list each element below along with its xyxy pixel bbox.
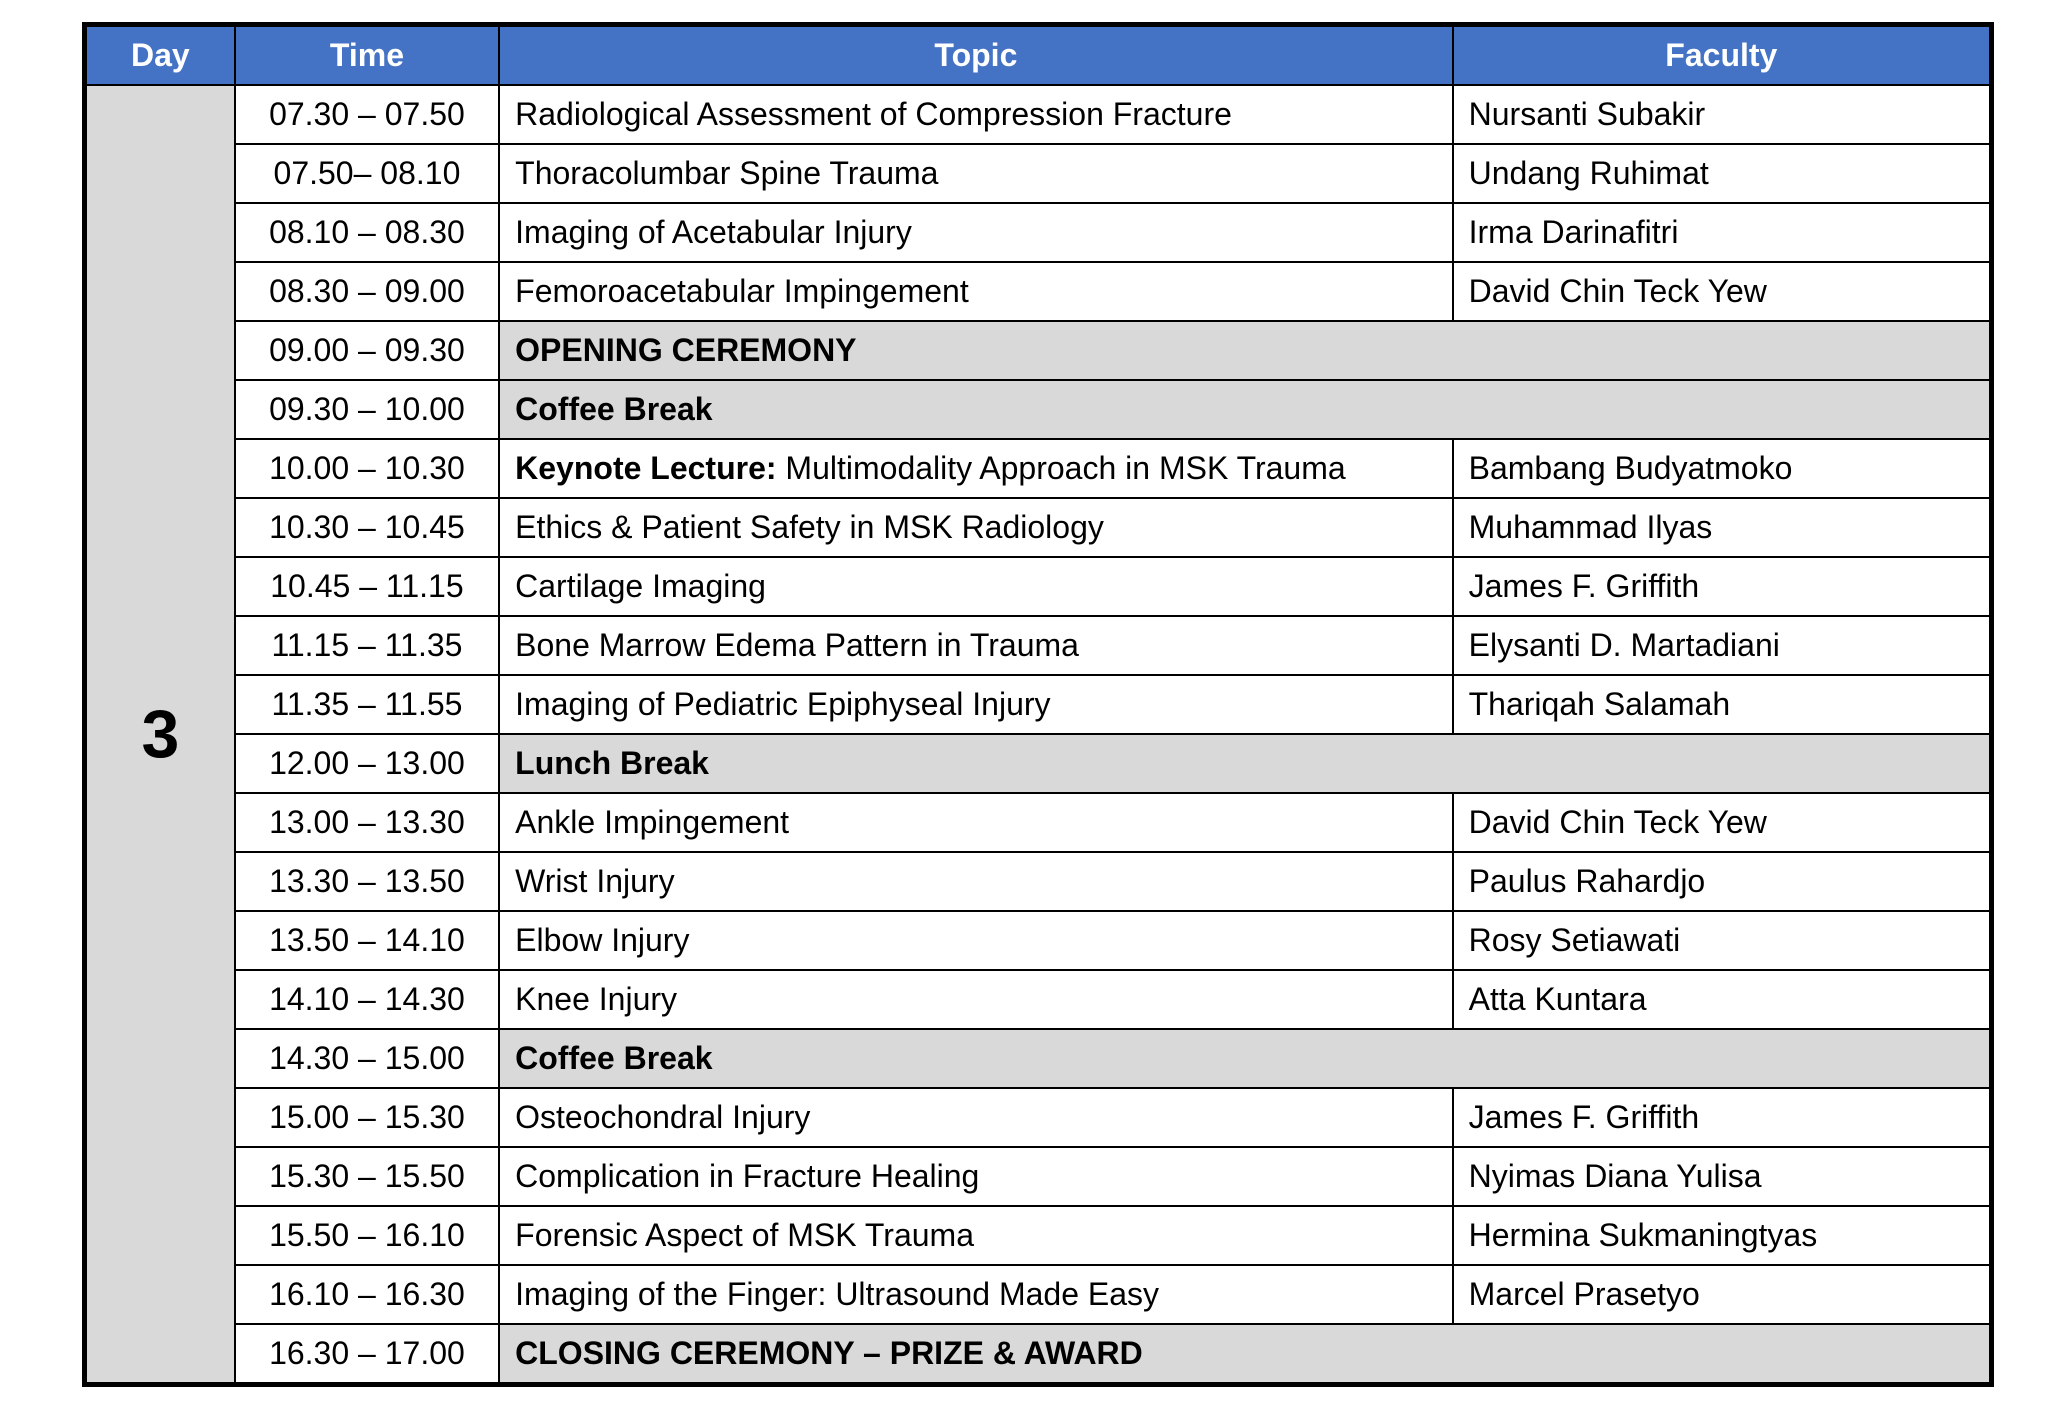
session-row — [85, 852, 1992, 911]
time-cell: 11.15 – 11.35 — [235, 616, 499, 675]
session-row — [85, 1147, 1992, 1206]
faculty-cell: Atta Kuntara — [1453, 970, 1992, 1029]
topic-text: Elbow Injury — [515, 922, 690, 958]
topic-text: Forensic Aspect of MSK Trauma — [515, 1217, 974, 1253]
topic-cell — [499, 1147, 1452, 1206]
session-row — [85, 1206, 1992, 1265]
faculty-cell: Bambang Budyatmoko — [1453, 439, 1992, 498]
topic-cell — [499, 1206, 1452, 1265]
topic-lead-label: Keynote Lecture: — [515, 450, 777, 486]
topic-text: Radiological Assessment of Compression Fracture — [515, 96, 1232, 132]
break-row — [85, 321, 1992, 380]
time-cell: 12.00 – 13.00 — [235, 734, 499, 793]
session-row — [85, 439, 1992, 498]
faculty-cell: James F. Griffith — [1453, 557, 1992, 616]
topic-text: Imaging of Pediatric Epiphyseal Injury — [515, 686, 1051, 722]
schedule-table — [82, 22, 1994, 1387]
time-cell: 10.30 – 10.45 — [235, 498, 499, 557]
topic-text: Thoracolumbar Spine Trauma — [515, 155, 939, 191]
time-cell: 13.50 – 14.10 — [235, 911, 499, 970]
topic-cell — [499, 675, 1452, 734]
topic-text: Complication in Fracture Healing — [515, 1158, 980, 1194]
topic-cell — [499, 557, 1452, 616]
header-faculty: Faculty — [1453, 25, 1992, 86]
faculty-cell: David Chin Teck Yew — [1453, 262, 1992, 321]
break-row — [85, 734, 1992, 793]
topic-text: Imaging of Acetabular Injury — [515, 214, 912, 250]
time-cell: 15.00 – 15.30 — [235, 1088, 499, 1147]
topic-cell — [499, 1088, 1452, 1147]
session-row — [85, 557, 1992, 616]
break-row — [85, 380, 1992, 439]
topic-cell — [499, 85, 1452, 144]
time-cell: 14.10 – 14.30 — [235, 970, 499, 1029]
time-cell: 16.30 – 17.00 — [235, 1324, 499, 1385]
faculty-cell: Marcel Prasetyo — [1453, 1265, 1992, 1324]
session-row — [85, 911, 1992, 970]
time-cell: 07.50– 08.10 — [235, 144, 499, 203]
topic-cell — [499, 911, 1452, 970]
topic-cell — [499, 970, 1452, 1029]
session-row — [85, 203, 1992, 262]
time-cell: 11.35 – 11.55 — [235, 675, 499, 734]
time-cell: 10.00 – 10.30 — [235, 439, 499, 498]
topic-cell — [499, 498, 1452, 557]
topic-text: Ethics & Patient Safety in MSK Radiology — [515, 509, 1104, 545]
faculty-cell: Paulus Rahardjo — [1453, 852, 1992, 911]
time-cell: 15.30 – 15.50 — [235, 1147, 499, 1206]
session-row — [85, 970, 1992, 1029]
topic-cell — [499, 852, 1452, 911]
header-day: Day — [85, 25, 235, 86]
topic-cell: OPENING CEREMONY — [499, 321, 1991, 380]
faculty-cell: Irma Darinafitri — [1453, 203, 1992, 262]
time-cell: 09.00 – 09.30 — [235, 321, 499, 380]
topic-text: Osteochondral Injury — [515, 1099, 811, 1135]
time-cell: 16.10 – 16.30 — [235, 1265, 499, 1324]
topic-cell — [499, 203, 1452, 262]
schedule-body — [85, 85, 1992, 1385]
session-row — [85, 498, 1992, 557]
faculty-cell: David Chin Teck Yew — [1453, 793, 1992, 852]
faculty-cell: Thariqah Salamah — [1453, 675, 1992, 734]
header-row — [85, 25, 1992, 86]
topic-text: Imaging of the Finger: Ultrasound Made Easy — [515, 1276, 1160, 1312]
time-cell: 13.00 – 13.30 — [235, 793, 499, 852]
time-cell: 10.45 – 11.15 — [235, 557, 499, 616]
time-cell: 09.30 – 10.00 — [235, 380, 499, 439]
session-row — [85, 1265, 1992, 1324]
faculty-cell: James F. Griffith — [1453, 1088, 1992, 1147]
faculty-cell: Elysanti D. Martadiani — [1453, 616, 1992, 675]
topic-cell: Coffee Break — [499, 1029, 1991, 1088]
topic-cell — [499, 1265, 1452, 1324]
faculty-cell: Undang Ruhimat — [1453, 144, 1992, 203]
time-cell: 15.50 – 16.10 — [235, 1206, 499, 1265]
time-cell: 08.10 – 08.30 — [235, 203, 499, 262]
day-number: 3 — [85, 85, 235, 1385]
session-row — [85, 793, 1992, 852]
faculty-cell: Nursanti Subakir — [1453, 85, 1992, 144]
header-time: Time — [235, 25, 499, 86]
table-header — [85, 25, 1992, 86]
time-cell: 14.30 – 15.00 — [235, 1029, 499, 1088]
time-cell: 07.30 – 07.50 — [235, 85, 499, 144]
session-row — [85, 85, 1992, 144]
time-cell: 08.30 – 09.00 — [235, 262, 499, 321]
faculty-cell: Muhammad Ilyas — [1453, 498, 1992, 557]
topic-text: Cartilage Imaging — [515, 568, 766, 604]
faculty-cell: Nyimas Diana Yulisa — [1453, 1147, 1992, 1206]
break-row — [85, 1324, 1992, 1385]
topic-text: Multimodality Approach in MSK Trauma — [776, 450, 1346, 486]
topic-cell — [499, 616, 1452, 675]
topic-text: Bone Marrow Edema Pattern in Trauma — [515, 627, 1079, 663]
session-row — [85, 1088, 1992, 1147]
topic-text: Femoroacetabular Impingement — [515, 273, 969, 309]
session-row — [85, 144, 1992, 203]
break-row — [85, 1029, 1992, 1088]
topic-cell: Lunch Break — [499, 734, 1991, 793]
topic-cell — [499, 262, 1452, 321]
topic-cell — [499, 144, 1452, 203]
topic-text: Wrist Injury — [515, 863, 675, 899]
topic-cell: Coffee Break — [499, 380, 1991, 439]
topic-cell — [499, 793, 1452, 852]
time-cell: 13.30 – 13.50 — [235, 852, 499, 911]
faculty-cell: Rosy Setiawati — [1453, 911, 1992, 970]
session-row — [85, 675, 1992, 734]
topic-cell: CLOSING CEREMONY – PRIZE & AWARD — [499, 1324, 1991, 1385]
session-row — [85, 616, 1992, 675]
session-row — [85, 262, 1992, 321]
header-topic: Topic — [499, 25, 1452, 86]
topic-text: Knee Injury — [515, 981, 678, 1017]
topic-cell — [499, 439, 1452, 498]
faculty-cell: Hermina Sukmaningtyas — [1453, 1206, 1992, 1265]
topic-text: Ankle Impingement — [515, 804, 790, 840]
